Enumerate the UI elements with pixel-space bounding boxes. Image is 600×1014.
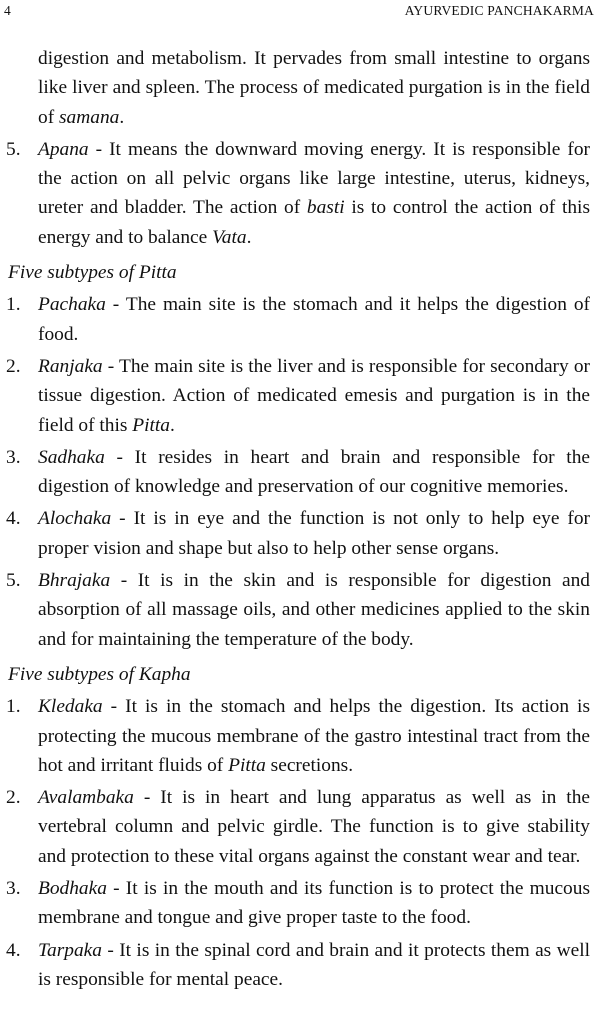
item-number: 4. <box>6 508 21 530</box>
subtype-name: Bhrajaka <box>38 570 111 592</box>
pitta-item-sadhaka: 3. Sadhaka - It resides in heart and brain and responsible for the digestion of knowledge and preservation of our cognitive memories. <box>38 443 590 502</box>
pitta-item-pachaka: 1. Pachaka - The main site is the stomach and it helps the digestion of food. <box>38 290 590 349</box>
page-body <box>0 44 600 994</box>
kapha-item-avalambaka: 2. Avalambaka - It is in heart and lung apparatus as well as in the vertebral column and pelvic girdle. The function is to give stability and protection to these vital organs against the constant wear and tear. <box>38 783 590 871</box>
term-pitta: Pitta <box>132 414 170 436</box>
term-samana: samana <box>59 106 120 128</box>
item-number: 1. <box>6 696 21 718</box>
item-number: 5. <box>6 570 21 592</box>
item-number: 3. <box>6 446 21 468</box>
subtype-name: Tarpaka <box>38 939 102 961</box>
pitta-item-ranjaka: 2. Ranjaka - The main site is the liver and is responsible for secondary or tissue digestion. Action of medicated emesis and purgation is in the field of this Pitta. <box>38 352 590 440</box>
subtype-name: Pachaka <box>38 294 106 316</box>
term-pitta: Pitta <box>228 754 266 776</box>
subtype-name: Apana <box>38 138 89 160</box>
kapha-item-tarpaka: 4. Tarpaka - It is in the spinal cord and brain and it protects them as well is responsible for mental peace. <box>38 936 590 995</box>
running-header <box>0 0 600 24</box>
subtype-name: Alochaka <box>38 508 112 530</box>
pitta-item-alochaka: 4. Alochaka - It is in eye and the function is not only to help eye for proper vision and shape but also to help other sense organs. <box>38 504 590 563</box>
pitta-item-bhrajaka: 5. Bhrajaka - It is in the skin and is responsible for digestion and absorption of all massage oils, and other medicines applied to the skin and for maintaining the temperature of the body. <box>38 566 590 654</box>
continued-paragraph: digestion and metabolism. It pervades from small intestine to organs like liver and spleen. The process of medicated purgation is in the field of samana. <box>38 48 590 128</box>
vata-item-apana: 5. Apana - It means the downward moving energy. It is responsible for the action on all pelvic organs like large intestine, uterus, kidneys, ureter and bladder. The action of basti is to control the action of this energy and to balance Vata. <box>38 135 590 252</box>
subtype-name: Ranjaka <box>38 355 103 377</box>
item-number: 2. <box>6 787 21 809</box>
page-number: 4 <box>4 3 11 18</box>
item-number: 3. <box>6 878 21 900</box>
term-basti: basti <box>306 197 345 219</box>
item-number: 4. <box>6 939 21 961</box>
section-heading-kapha: Five subtypes of Kapha <box>8 663 191 685</box>
section-heading-pitta: Five subtypes of Pitta <box>8 262 177 284</box>
item-number: 2. <box>6 355 21 377</box>
subtype-name: Kledaka <box>38 696 103 718</box>
kapha-item-kledaka: 1. Kledaka - It is in the stomach and helps the digestion. Its action is protecting the mucous membrane of the gastro intestinal tract from the hot and irritant fluids of Pitta secretions. <box>38 692 590 780</box>
subtype-name: Sadhaka <box>38 446 105 468</box>
subtype-name: Bodhaka <box>38 878 107 900</box>
kapha-item-bodhaka: 3. Bodhaka - It is in the mouth and its function is to protect the mucous membrane and tongue and give proper taste to the food. <box>38 874 590 933</box>
item-number: 1. <box>6 294 21 316</box>
book-title: AYURVEDIC PANCHAKARMA <box>404 3 594 18</box>
subtype-name: Avalambaka <box>38 787 134 809</box>
item-number: 5. <box>6 138 21 160</box>
term-vata: Vata <box>212 226 247 248</box>
